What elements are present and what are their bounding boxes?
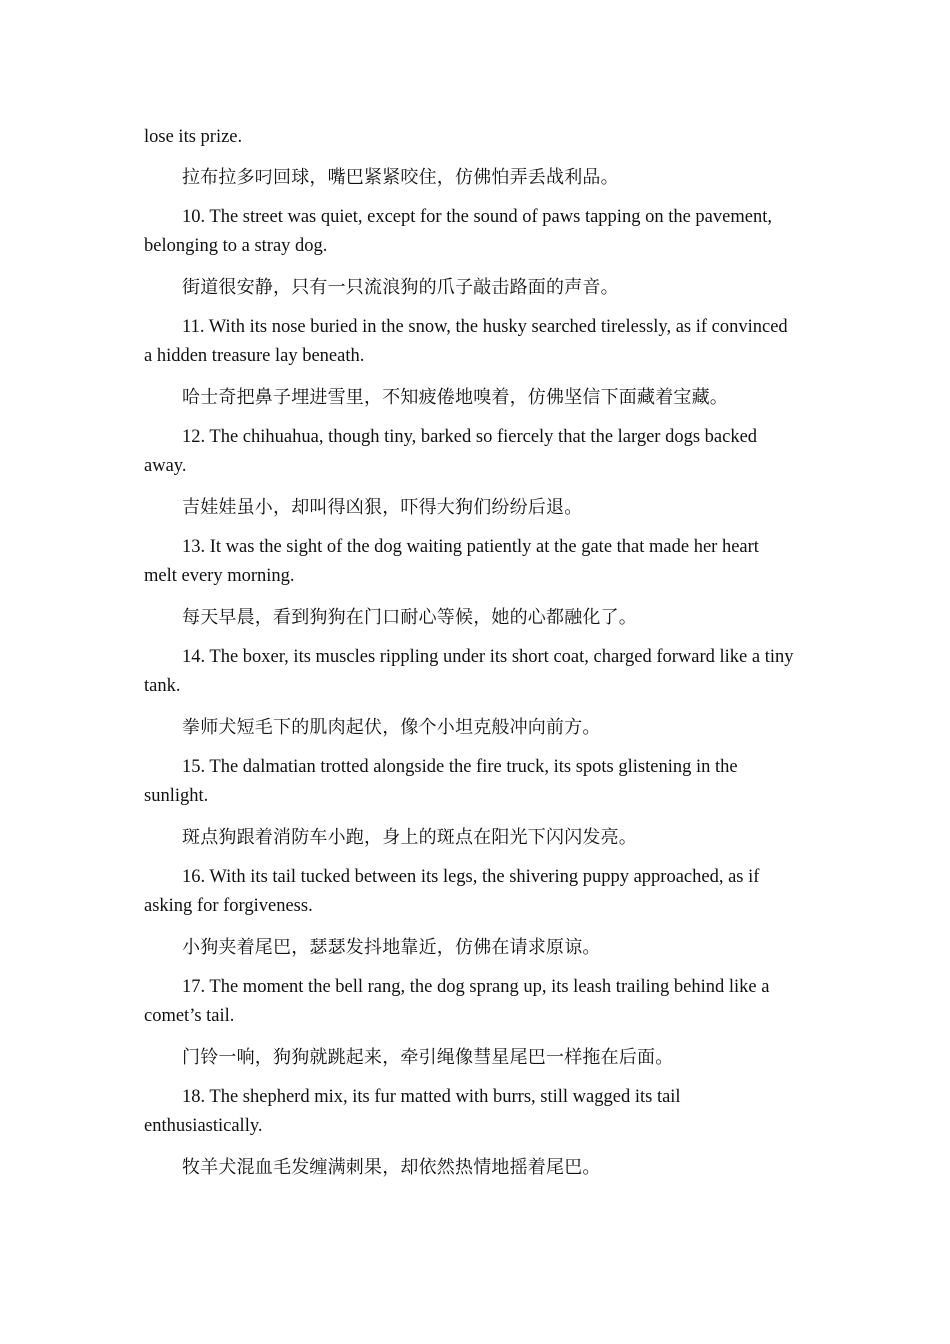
sentence-13-english: 13. It was the sight of the dog waiting patiently at the gate that made her heart melt every morning. [144, 537, 759, 586]
sentence-11-chinese: 哈士奇把鼻子埋进雪里，不知疲倦地嗅着，仿佛坚信下面藏着宝藏。 [182, 387, 728, 408]
sentence-11-english: 11. With its nose buried in the snow, the husky searched tirelessly, as if convinced a hidden treasure lay beneath. [144, 317, 788, 366]
sentence-17-english: 17. The moment the bell rang, the dog sprang up, its leash trailing behind like a comet’s tail. [144, 977, 770, 1026]
sentence-16-chinese: 小狗夹着尾巴，瑟瑟发抖地靠近，仿佛在请求原谅。 [182, 937, 601, 958]
sentence-13-chinese: 每天早晨，看到狗狗在门口耐心等候，她的心都融化了。 [182, 607, 637, 628]
continuation-translation: 拉布拉多叼回球，嘴巴紧紧咬住，仿佛怕弄丢战利品。 [182, 167, 619, 188]
sentence-18-english: 18. The shepherd mix, its fur matted with burrs, still wagged its tail enthusiastically. [144, 1087, 681, 1136]
sentence-18-chinese: 牧羊犬混血毛发缠满刺果，却依然热情地摇着尾巴。 [182, 1157, 601, 1178]
continuation-text: lose its prize. [144, 127, 243, 147]
sentence-15-chinese: 斑点狗跟着消防车小跑，身上的斑点在阳光下闪闪发亮。 [182, 827, 637, 848]
sentence-14-english: 14. The boxer, its muscles rippling under its short coat, charged forward like a tiny tank. [144, 647, 794, 696]
sentence-15-english: 15. The dalmatian trotted alongside the fire truck, its spots glistening in the sunlight. [144, 757, 738, 806]
sentence-10-chinese: 街道很安静，只有一只流浪狗的爪子敲击路面的声音。 [182, 277, 619, 298]
document-body [144, 123, 796, 1193]
sentence-12-english: 12. The chihuahua, though tiny, barked so fiercely that the larger dogs backed away. [144, 427, 758, 476]
sentence-16-english: 16. With its tail tucked between its legs, the shivering puppy approached, as if asking for forgiveness. [144, 867, 760, 916]
sentence-14-chinese: 拳师犬短毛下的肌肉起伏，像个小坦克般冲向前方。 [182, 717, 601, 738]
sentence-17-chinese: 门铃一响，狗狗就跳起来，牵引绳像彗星尾巴一样拖在后面。 [182, 1047, 674, 1068]
sentence-12-chinese: 吉娃娃虽小，却叫得凶狠，吓得大狗们纷纷后退。 [182, 497, 583, 518]
sentence-10-english: 10. The street was quiet, except for the sound of paws tapping on the pavement, belonging to a stray dog. [144, 207, 772, 256]
